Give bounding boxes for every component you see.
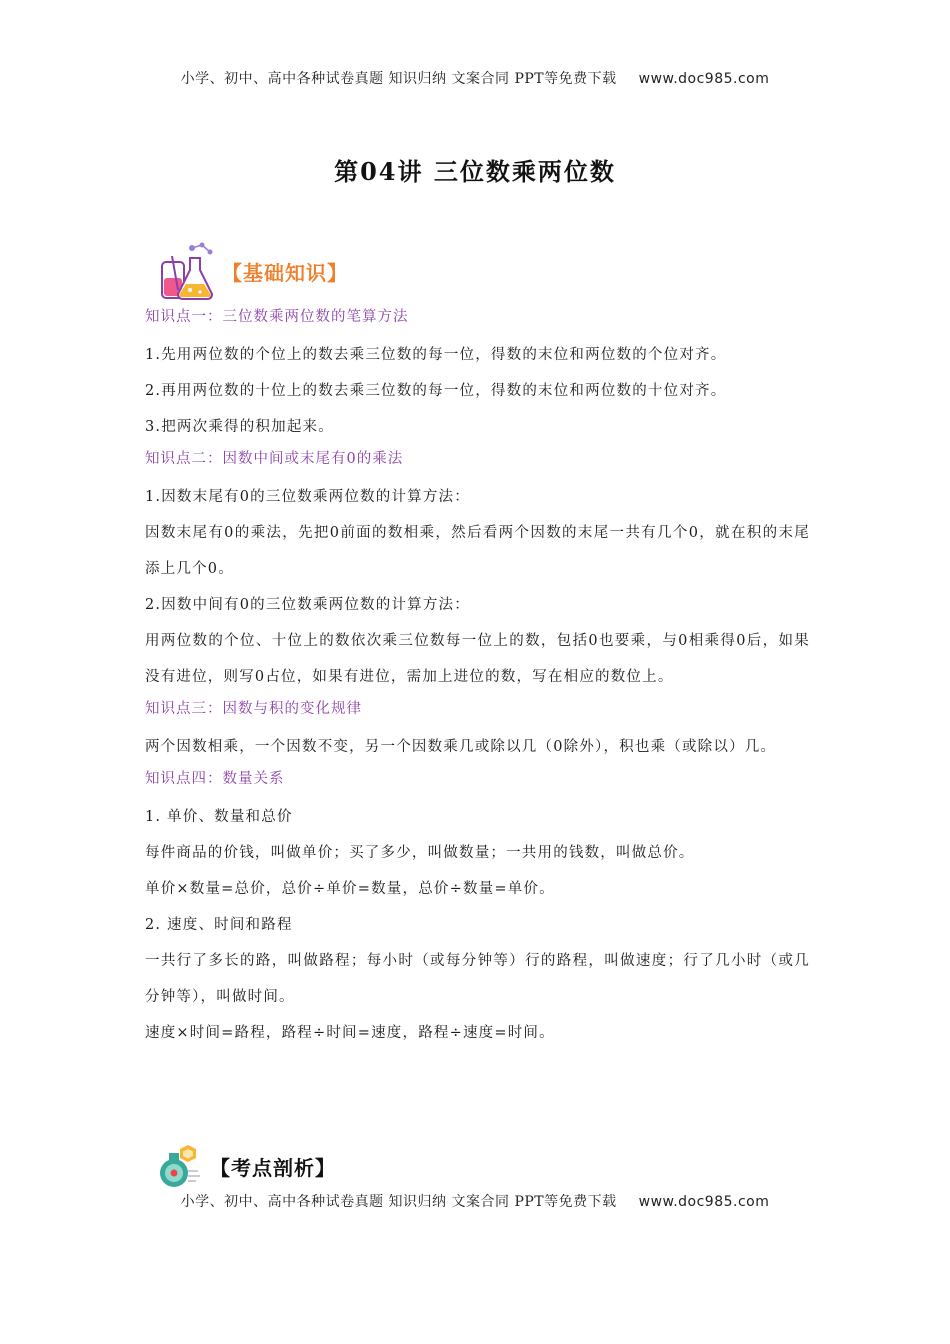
kp2-sub-2: 2.因数中间有0的三位数乘两位数的计算方法：	[145, 597, 470, 613]
page-title: 第04讲 三位数乘两位数	[334, 157, 616, 186]
kp1-heading: 知识点一：三位数乘两位数的笔算方法	[145, 309, 409, 325]
beaker-icon	[158, 1143, 202, 1189]
kp4-text-1: 每件商品的价钱，叫做单价；买了多少，叫做数量；一共用的钱数，叫做总价。	[145, 845, 695, 861]
kp4-formula-2: 速度×时间=路程，路程÷时间=速度，路程÷速度=时间。	[145, 1025, 555, 1041]
section-basic-knowledge-label: 【基础知识】	[222, 260, 348, 285]
kp1-line-3: 3.把两次乘得的积加起来。	[145, 419, 334, 435]
header-url[interactable]: www.doc985.com	[638, 71, 770, 87]
kp3-heading: 知识点三：因数与积的变化规律	[145, 701, 362, 717]
kp2-text-1: 因数末尾有0的乘法，先把0前面的数相乘，然后看两个因数的末尾一共有几个0，就在积的末尾添上几个0。	[145, 525, 810, 577]
kp4-sub-1: 1. 单价、数量和总价	[145, 809, 293, 825]
section-basic-knowledge	[158, 240, 348, 302]
kp4-heading: 知识点四：数量关系	[145, 771, 285, 787]
footer-text: 小学、初中、高中各种试卷真题 知识归纳 文案合同 PPT等免费下载	[180, 1194, 617, 1210]
section-exam-analysis	[158, 1143, 336, 1189]
header-text: 小学、初中、高中各种试卷真题 知识归纳 文案合同 PPT等免费下载	[180, 71, 617, 87]
kp4-text-2: 一共行了多长的路，叫做路程；每小时（或每分钟等）行的路程，叫做速度；行了几小时（或几分钟等），叫做时间。	[145, 953, 810, 1005]
kp2-sub-1: 1.因数末尾有0的三位数乘两位数的计算方法：	[145, 489, 470, 505]
kp1-line-2: 2.再用两位数的十位上的数去乘三位数的每一位，得数的末位和两位数的十位对齐。	[145, 383, 727, 399]
page-footer	[0, 1191, 950, 1211]
kp3-text: 两个因数相乘，一个因数不变，另一个因数乘几或除以几（0除外），积也乘（或除以）几。	[145, 739, 777, 755]
page-header	[0, 68, 950, 88]
kp4-sub-2: 2. 速度、时间和路程	[145, 917, 293, 933]
kp2-heading: 知识点二：因数中间或末尾有0的乘法	[145, 451, 404, 467]
kp1-line-1: 1.先用两位数的个位上的数去乘三位数的每一位，得数的末位和两位数的个位对齐。	[145, 347, 727, 363]
kp2-text-2: 用两位数的个位、十位上的数依次乘三位数每一位上的数，包括0也要乘，与0相乘得0后，如果没有进位，则写0占位，如果有进位，需加上进位的数，写在相应的数位上。	[145, 633, 810, 685]
kp4-formula-1: 单价×数量=总价，总价÷单价=数量，总价÷数量=单价。	[145, 881, 555, 897]
section-exam-analysis-label: 【考点剖析】	[210, 1155, 336, 1180]
flask-icon	[158, 240, 218, 302]
main-content	[145, 303, 810, 1051]
footer-url[interactable]: www.doc985.com	[638, 1194, 770, 1210]
